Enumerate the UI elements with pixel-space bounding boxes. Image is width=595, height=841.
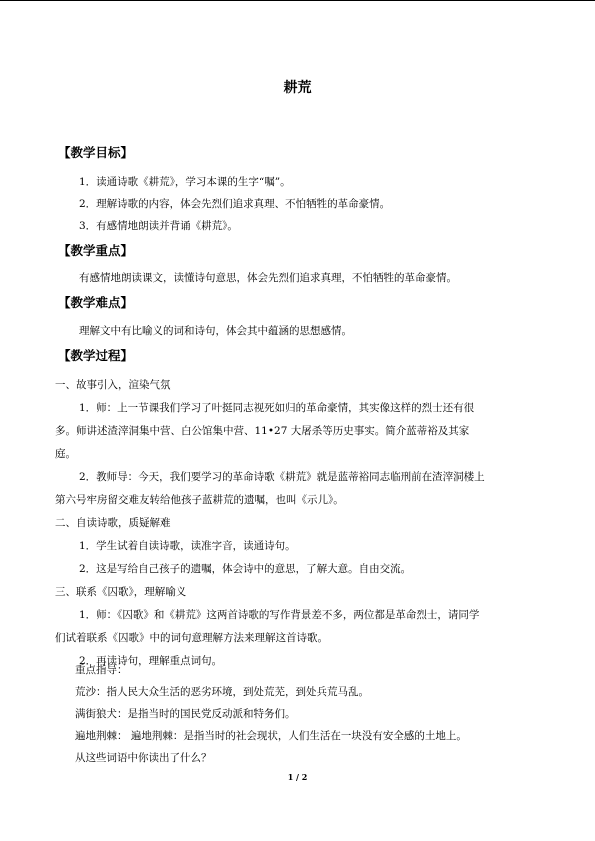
process-line: 满街狼犬：是指当时的国民党反动派和特务们。 [75, 708, 296, 720]
key-text: 有感情地朗读课文，读懂诗句意思，体会先烈们追求真理，不怕牺牲的革命豪情。 [79, 272, 457, 284]
process-line: 2．这是写给自己孩子的遗嘱，体会诗中的意思，了解大意。自由交流。 [79, 563, 412, 575]
process-line: 荒沙：指人民大众生活的恶劣环境，到处荒芜，到处兵荒马乱。 [75, 686, 369, 698]
page-title: 耕荒 [283, 80, 312, 96]
process-heading: 【教学过程】 [58, 348, 134, 363]
process-line: 庭。 [55, 448, 76, 460]
process-line: 从这些词语中你读出了什么？ [75, 752, 212, 764]
process-line: 第六号牢房留交难友转给他孩子蓝耕荒的遗嘱，也叫《示儿》。 [55, 494, 344, 506]
process-line: 2．教师导：今天，我们要学习的革命诗歌《耕荒》就是蓝蒂裕同志临刑前在渣滓洞楼上 [79, 471, 485, 483]
goals-heading: 【教学目标】 [58, 145, 134, 160]
difficulty-heading: 【教学难点】 [58, 295, 134, 310]
top-rule [0, 0, 595, 1]
goal-item: 3．有感情地朗读并背诵《耕荒》。 [79, 220, 238, 232]
process-line: 1．师：上一节课我们学习了叶挺同志视死如归的革命豪情，其实像这样的烈士还有很 [79, 402, 475, 414]
goal-item: 2．理解诗歌的内容，体会先烈们追求真理、不怕牺牲的革命豪情。 [79, 198, 391, 210]
goal-item: 1．读通诗歌《耕荒》，学习本课的生字“嘱”。 [79, 176, 291, 188]
process-line: 1．师：《囚歌》和《耕荒》这两首诗歌的写作背景差不多，两位都是革命烈士，请同学 [79, 609, 480, 621]
process-line: 们试着联系《囚歌》中的词句意理解方法来理解这首诗歌。 [55, 632, 328, 644]
page-number: 1 / 2 [287, 772, 308, 782]
process-line: 1．学生试着自读诗歌，读准字音，读通诗句。 [79, 540, 296, 552]
process-line: 多。师讲述渣滓洞集中营、白公馆集中营、11•27 大屠杀等历史事实。简介蓝蒂裕及其家 [55, 425, 470, 437]
process-line: 遍地荆棘： 遍地荆棘：是指当时的社会现状，人们生活在一块没有安全感的土地上。 [75, 730, 467, 742]
process-line: 重点指导： [75, 664, 128, 676]
key-heading: 【教学重点】 [58, 243, 134, 258]
process-line: 三、联系《囚歌》，理解喻义 [55, 586, 187, 598]
difficulty-text: 理解文中有比喻义的词和诗句，体会其中蕴涵的思想感情。 [79, 325, 352, 337]
process-line: 2．再读诗句，理解重点词句。 [79, 655, 223, 667]
process-line: 二、自读诗歌，质疑解难 [55, 517, 171, 529]
process-line: 一、故事引入，渲染气氛 [55, 379, 171, 391]
